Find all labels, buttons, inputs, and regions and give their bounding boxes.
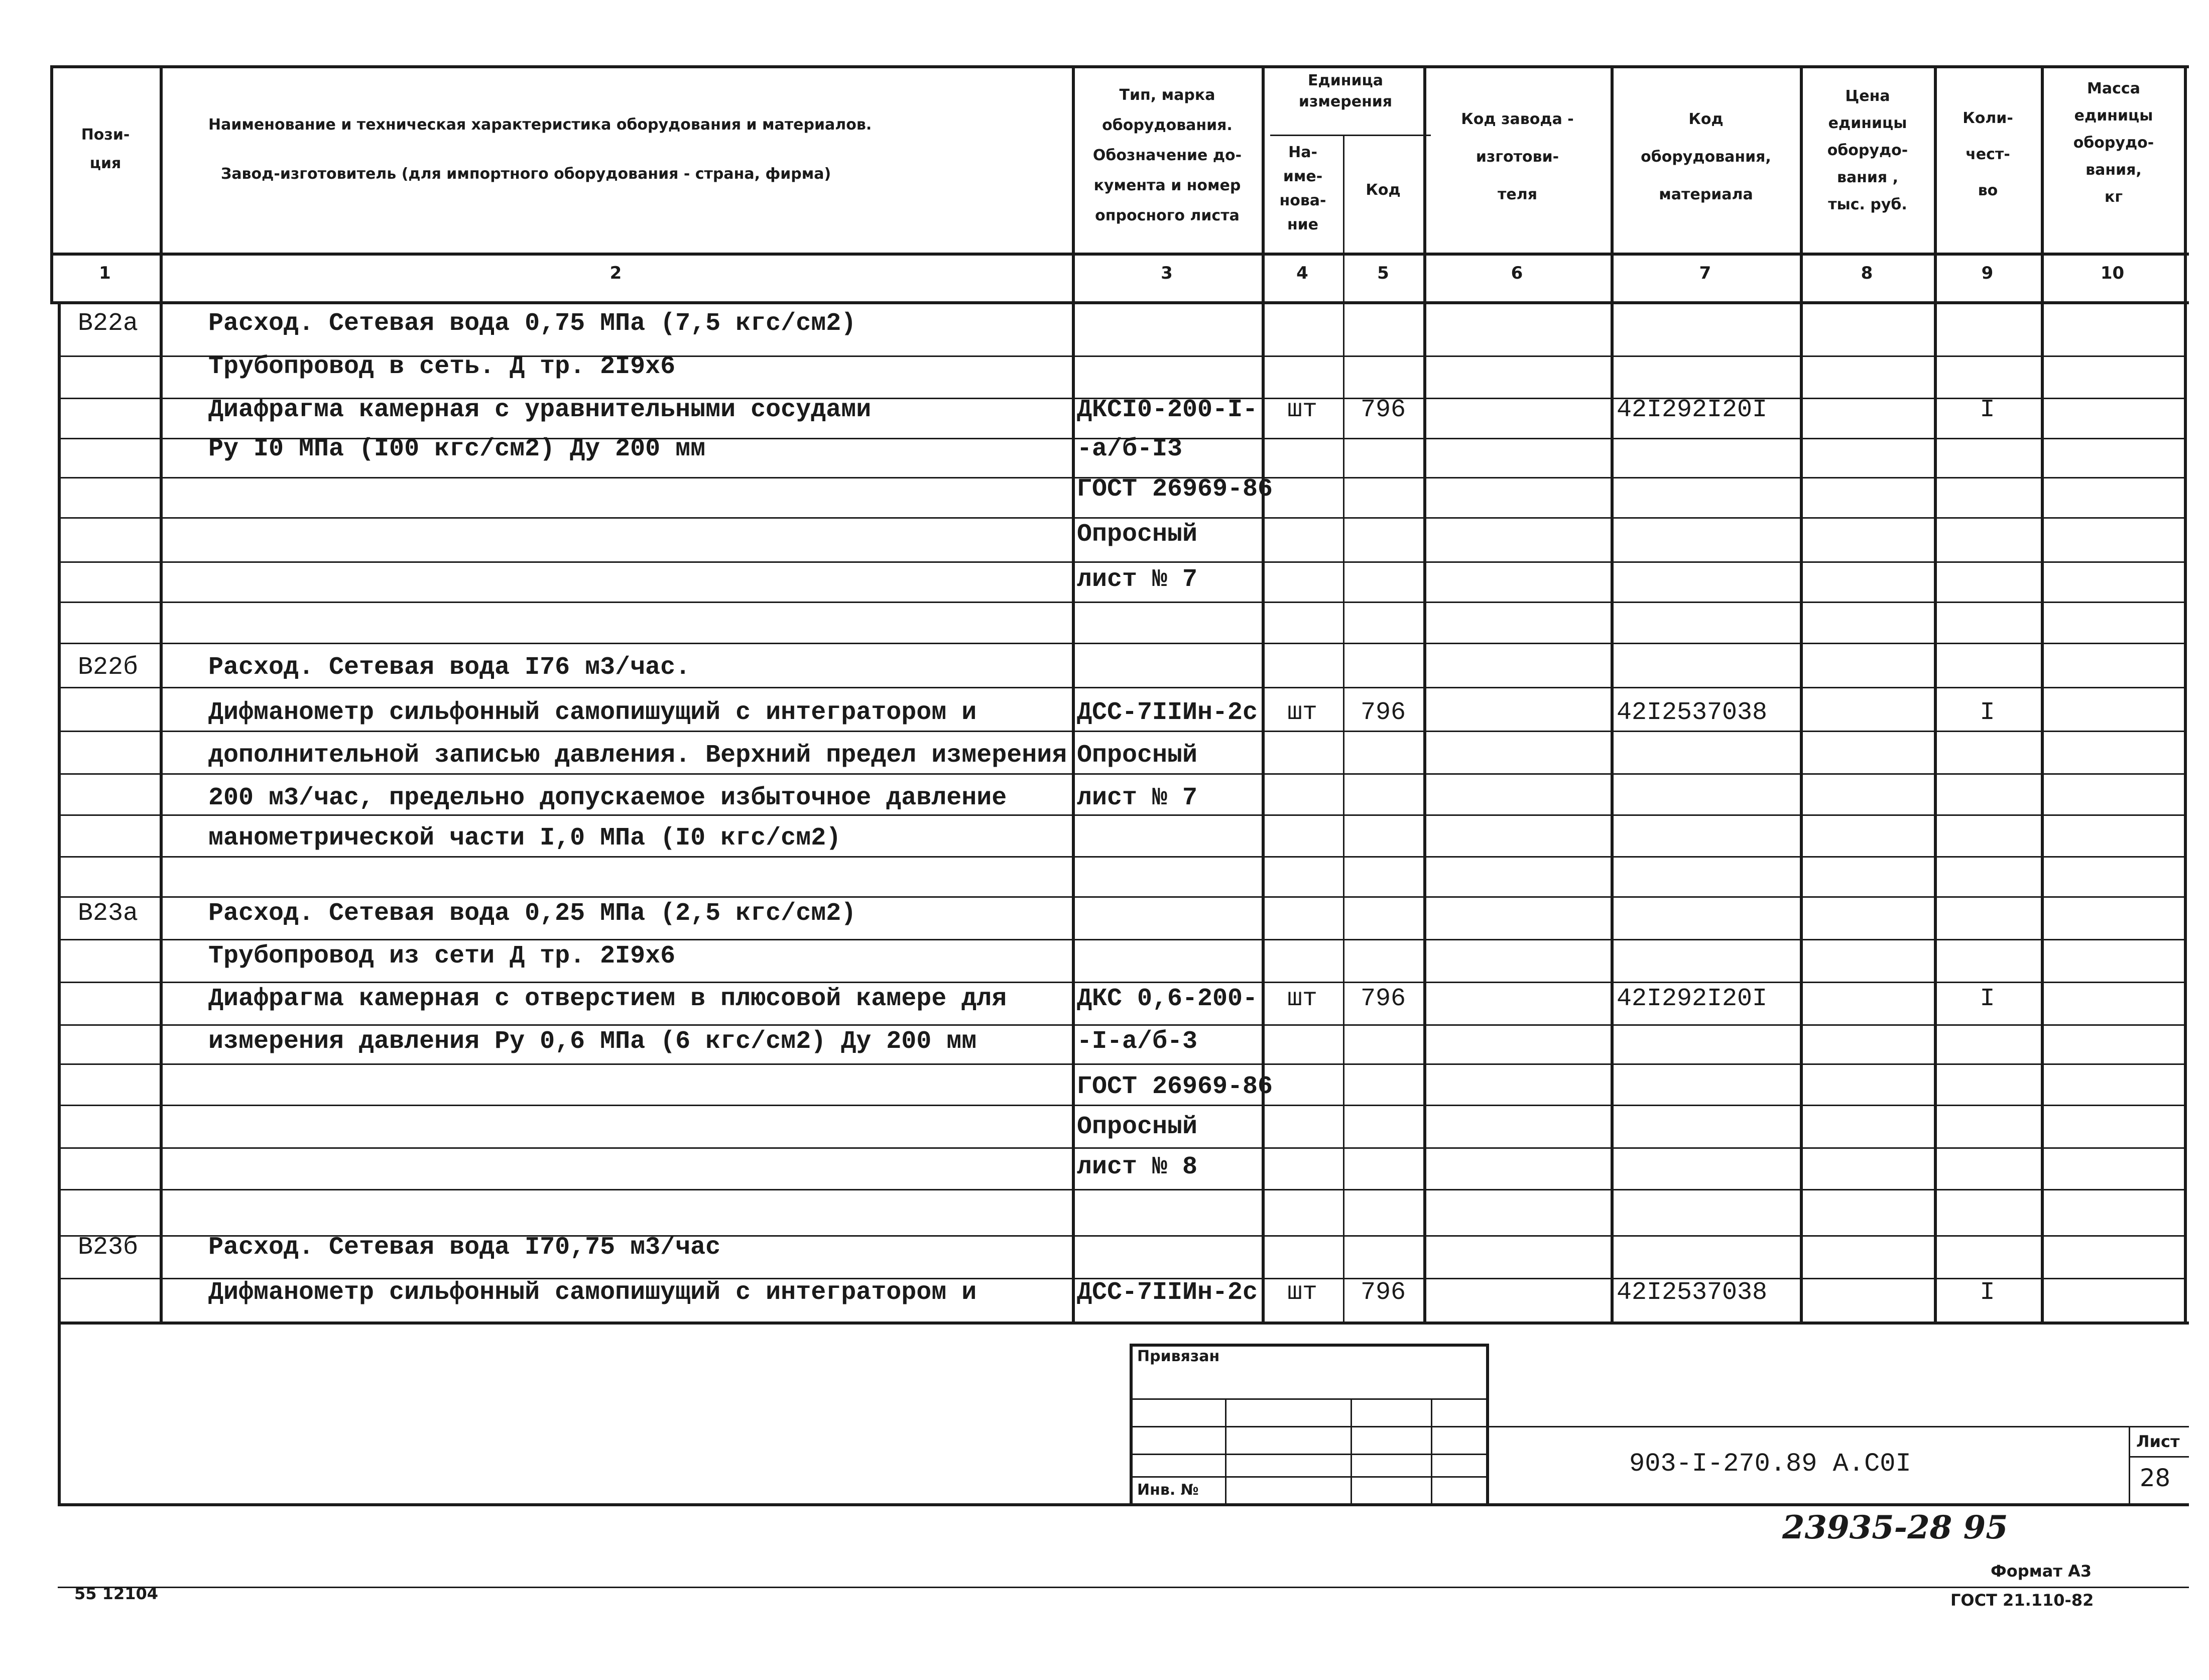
- quantity-cell: I: [1980, 698, 1995, 727]
- name-cell: Расход. Сетевая вода 0,25 МПа (2,5 кгс/см2): [208, 899, 856, 928]
- gost-label: ГОСТ 21.110-82: [1950, 1591, 2094, 1610]
- sheet-label: Лист: [2136, 1432, 2180, 1451]
- unit-code-cell: 796: [1360, 1278, 1406, 1307]
- row-divider: [58, 1105, 2184, 1106]
- row-divider: [58, 643, 2184, 644]
- unit-name-cell: шт: [1287, 985, 1317, 1013]
- name-cell: Расход. Сетевая вода 0,75 МПа (7,5 кгс/см2): [208, 309, 856, 338]
- quantity-cell: I: [1980, 396, 1995, 424]
- header-unit-group: Единица измерения: [1298, 72, 1393, 110]
- column-number: 6: [1511, 263, 1523, 283]
- type-cell: лист № 7: [1077, 565, 1198, 594]
- row-divider: [58, 561, 2184, 563]
- row-divider: [58, 814, 2184, 816]
- column-number: 2: [609, 263, 622, 283]
- row-divider: [58, 687, 2184, 688]
- column-number: 8: [1861, 263, 1873, 283]
- type-cell: ДКСI0-200-I-: [1077, 396, 1258, 424]
- name-cell: измерения давления Ру 0,6 МПа (6 кгс/см2) Ду 200 мм: [208, 1027, 977, 1056]
- name-cell: Диафрагма камерная с отверстием в плюсовой камере для: [208, 985, 1007, 1013]
- type-cell: лист № 8: [1077, 1153, 1198, 1181]
- row-divider: [58, 731, 2184, 732]
- type-cell: ДСС-7IIИн-2с: [1077, 1278, 1258, 1307]
- row-divider: [58, 517, 2184, 519]
- position-cell: В23а: [77, 899, 139, 928]
- name-cell: дополнительной записью давления. Верхний предел измерения: [208, 741, 1067, 770]
- equipment-code-cell: 42I292I20I: [1617, 985, 1768, 1013]
- unit-name-cell: шт: [1287, 396, 1317, 424]
- column-number: 7: [1699, 263, 1711, 283]
- name-cell: Расход. Сетевая вода I70,75 м3/час: [208, 1233, 721, 1262]
- header-quantity: Коли- чест- во: [1962, 109, 2013, 199]
- column-number: 5: [1377, 263, 1389, 283]
- header-type: Тип, марка оборудования. Обозначение до- кумента и номер опросного листа: [1092, 86, 1242, 224]
- equipment-code-cell: 42I292I20I: [1617, 396, 1768, 424]
- type-cell: -I-а/б-3: [1077, 1027, 1198, 1056]
- row-divider: [58, 1189, 2184, 1190]
- stamp-privyazan: Привязан: [1137, 1348, 1220, 1365]
- quantity-cell: I: [1980, 1278, 1995, 1307]
- type-cell: -а/б-I3: [1077, 435, 1183, 463]
- row-divider: [58, 896, 2184, 898]
- format-label: Формат А3: [1991, 1562, 2092, 1581]
- type-cell: Опросный: [1077, 1113, 1198, 1141]
- row-divider: [58, 1063, 2184, 1065]
- name-cell: Расход. Сетевая вода I76 м3/час.: [208, 653, 691, 682]
- type-cell: Опросный: [1077, 520, 1198, 549]
- type-cell: лист № 7: [1077, 784, 1198, 812]
- unit-code-cell: 796: [1360, 985, 1406, 1013]
- type-cell: ДКС 0,6-200-: [1077, 985, 1258, 1013]
- equipment-code-cell: 42I2537038: [1617, 698, 1768, 727]
- archive-number: 55 12104: [74, 1584, 158, 1603]
- header-name-line1: Наименование и техническая характеристика оборудования и материалов.: [208, 116, 872, 134]
- position-cell: В23б: [77, 1233, 139, 1262]
- unit-code-cell: 796: [1360, 698, 1406, 727]
- header-name-line2: Завод-изготовитель (для импортного оборудования - страна, фирма): [221, 165, 831, 183]
- position-cell: В22а: [77, 309, 139, 338]
- handwritten-inventory-number: 23935-28 95: [1782, 1509, 2008, 1546]
- type-cell: ГОСТ 26969-86: [1077, 1072, 1273, 1101]
- column-number: 9: [1981, 263, 1994, 283]
- row-divider: [58, 773, 2184, 775]
- stamp-inv-no: Инв. №: [1137, 1481, 1199, 1499]
- row-divider: [58, 939, 2184, 940]
- row-divider: [58, 602, 2184, 603]
- column-number: 4: [1296, 263, 1308, 283]
- type-cell: ГОСТ 26969-86: [1077, 475, 1273, 504]
- name-cell: Трубопровод из сети Д тр. 2I9х6: [208, 942, 676, 971]
- row-divider: [58, 982, 2184, 983]
- header-mass: Масса единицы оборудо- вания, кг: [2073, 80, 2154, 206]
- row-divider: [58, 856, 2184, 858]
- document-code: 903-I-270.89 А.С0I: [1629, 1449, 1911, 1479]
- unit-code-cell: 796: [1360, 396, 1406, 424]
- type-cell: ДСС-7IIИн-2с: [1077, 698, 1258, 727]
- unit-name-cell: шт: [1287, 1278, 1317, 1307]
- header-position: Пози- ция: [81, 126, 130, 172]
- header-unit-name: На- име- нова- ние: [1279, 144, 1326, 233]
- name-cell: 200 м3/час, предельно допускаемое избыточное давление: [208, 784, 1007, 812]
- name-cell: Ру I0 МПа (I00 кгс/см2) Ду 200 мм: [208, 435, 706, 463]
- header-maker-code: Код завода - изготови- теля: [1461, 110, 1574, 203]
- column-number: 1: [99, 263, 111, 283]
- type-cell: Опросный: [1077, 741, 1198, 770]
- header-equipment-code: Код оборудования, материала: [1641, 110, 1771, 203]
- unit-name-cell: шт: [1287, 698, 1317, 727]
- name-cell: Трубопровод в сеть. Д тр. 2I9х6: [208, 352, 676, 381]
- row-divider: [58, 1024, 2184, 1026]
- position-cell: В22б: [77, 653, 139, 682]
- column-number: 3: [1161, 263, 1173, 283]
- name-cell: Дифманометр сильфонный самопишущий с интегратором и: [208, 1278, 977, 1307]
- header-price: Цена единицы оборудо- вания , тыс. руб.: [1827, 87, 1908, 213]
- row-divider: [58, 1147, 2184, 1149]
- sheet-number: 28: [2140, 1464, 2171, 1492]
- name-cell: манометрической части I,0 МПа (I0 кгс/см2): [208, 824, 841, 853]
- header-unit-code: Код: [1366, 181, 1401, 199]
- equipment-code-cell: 42I2537038: [1617, 1278, 1768, 1307]
- column-number: 10: [2100, 263, 2125, 283]
- name-cell: Диафрагма камерная с уравнительными сосудами: [208, 396, 872, 424]
- quantity-cell: I: [1980, 985, 1995, 1013]
- name-cell: Дифманометр сильфонный самопишущий с интегратором и: [208, 698, 977, 727]
